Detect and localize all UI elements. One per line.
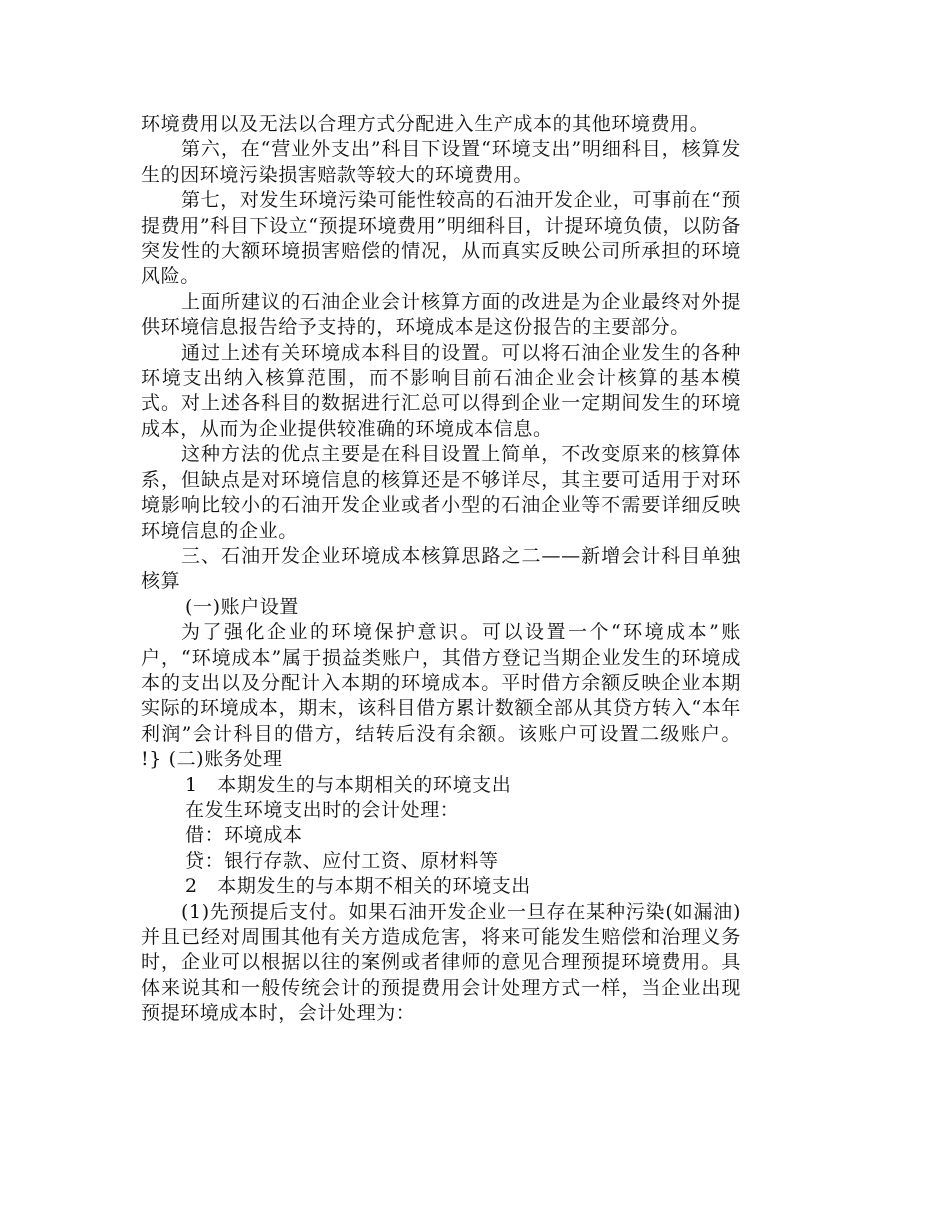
accounting-line-debit: 借：环境成本 xyxy=(185,824,303,847)
paragraph-1: 环境费用以及无法以合理方式分配进入生产成本的其他环境费用。 xyxy=(141,113,710,135)
paragraph-6: 这种方法的优点主要是在科目设置上简单，不改变原来的核算体系，但缺点是对环境信息的核算还是不够详尽，其主要可适用于对环境影响比较小的石油开发企业或者小型的石油企业等不需要详细反映环境信息的企业。 xyxy=(141,443,741,542)
accounting-line-intro: 在发生环境支出时的会计处理： xyxy=(185,798,460,821)
paragraph-3: 第七，对发生环境污染可能性较高的石油开发企业，可事前在“预提费用”科目下设立“预提环境费用”明细科目，计提环境负债，以防备突发性的大额环境损害赔偿的情况，从而真实反映公司所承担的环境风险。 xyxy=(141,189,741,288)
section-heading-3: 三、石油开发企业环境成本核算思路之二——新增会计科目单独核算 xyxy=(141,544,741,593)
accounting-line-credit: 贷：银行存款、应付工资、原材料等 xyxy=(185,849,499,872)
item-2-heading: 2 本期发生的与本期不相关的环境支出 xyxy=(185,875,531,898)
paragraph-8: (1)先预提后支付。如果石油开发企业一旦存在某种污染(如漏油)并且已经对周围其他有关方造成危害，将来可能发生赔偿和治理义务时，企业可以根据以往的案例或者律师的意见合理预提环境费用。具体来说其和一般传统会计的预提费用会计处理方式一样，当企业出现预提环境成本时，会计处理为： xyxy=(141,900,741,1025)
item-1-heading: 1 本期发生的与本期相关的环境支出 xyxy=(185,773,512,796)
paragraph-7: 为了强化企业的环境保护意识。可以设置一个“环境成本”账户，“环境成本”属于损益类账户，其借方登记当期企业发生的环境成本的支出以及分配计入本期的环境成本。平时借方余额反映企业本期实际的环境成本，期末，该科目借方累计数额全部从其贷方转入“本年利润”会计科目的借方，结转后没有余额。该账户可设置二级账户。 !} (二)账务处理 xyxy=(141,621,741,771)
paragraph-2: 第六，在“营业外支出”科目下设置“环境支出”明细科目，核算发生的因环境污染损害赔款等较大的环境费用。 xyxy=(141,138,741,186)
paragraph-4: 上面所建议的石油企业会计核算方面的改进是为企业最终对外提供环境信息报告给予支持的，环境成本是这份报告的主要部分。 xyxy=(141,290,741,339)
subheading-account-setup: (一)账户设置 xyxy=(185,595,300,618)
document-body xyxy=(141,112,741,1027)
paragraph-5: 通过上述有关环境成本科目的设置。可以将石油企业发生的各种环境支出纳入核算范围，而不影响目前石油企业会计核算的基本模式。对上述各科目的数据进行汇总可以得到企业一定期间发生的环境成本，从而为企业提供较准确的环境成本信息。 xyxy=(141,341,741,440)
